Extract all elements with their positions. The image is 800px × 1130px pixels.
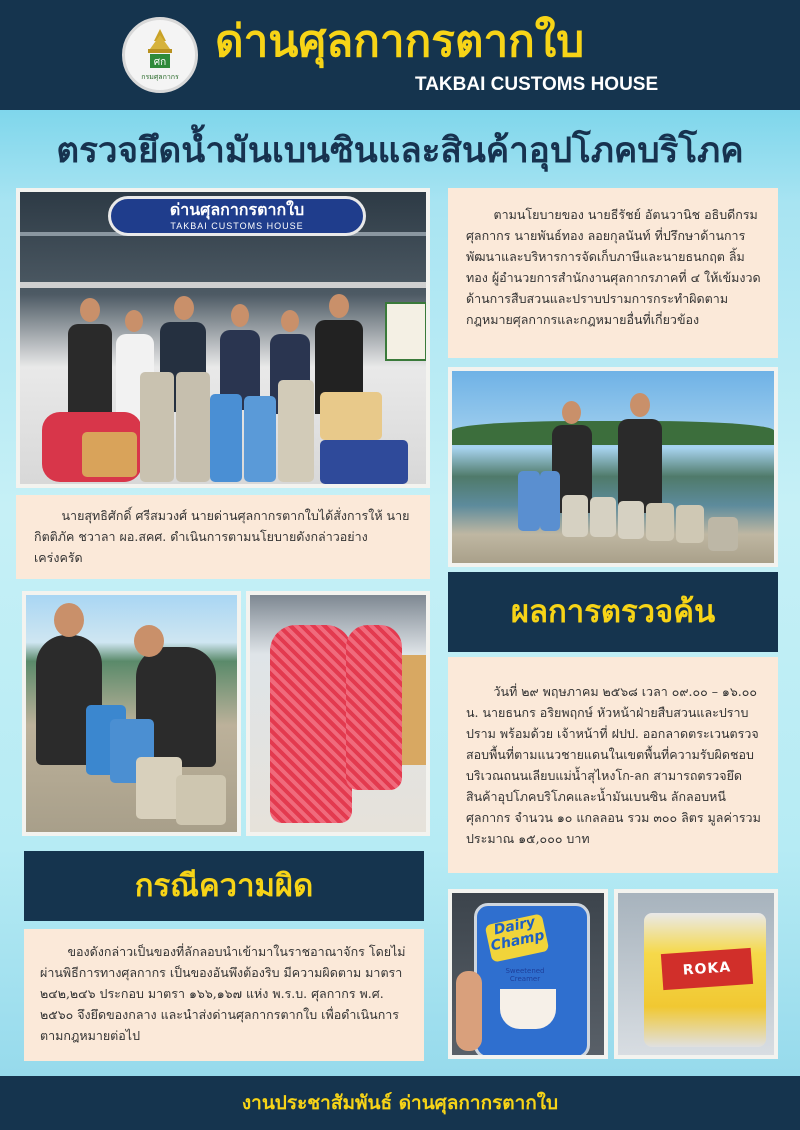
temple-emblem-icon bbox=[140, 27, 180, 71]
sign-english: TAKBAI CUSTOMS HOUSE bbox=[170, 221, 304, 231]
header-bar bbox=[0, 0, 800, 110]
can-subtitle: Sweetened Creamer bbox=[505, 967, 545, 983]
office-title-thai: ด่านศุลกากรตากใบ bbox=[215, 16, 585, 67]
offense-text-panel bbox=[24, 929, 424, 1061]
customs-logo bbox=[122, 17, 198, 93]
results-heading-banner bbox=[448, 572, 778, 652]
dairy-champ-can-photo bbox=[448, 889, 608, 1059]
red-sacks-photo bbox=[246, 591, 430, 836]
order-text-panel bbox=[16, 495, 430, 579]
results-heading: ผลการตรวจค้น bbox=[510, 594, 716, 630]
office-title-english: TAKBAI CUSTOMS HOUSE bbox=[415, 74, 659, 95]
riverside-officers-photo bbox=[448, 367, 778, 567]
intro-text: ตามนโยบายของ นายธีรัชย์ อัตนวานิช อธิบดีกรมศุลกากร นายพันธ์ทอง ลอยกุลนันท์ ที่ปรึกษาด้านการพัฒนาและบริหารการจัดเก็บภาษีและนายธนกฤต ลิ้มทอง ผู้อำนวยการสำนักงานศุลกากรภาคที่ ๔ ให้เข้มงวดด้านการสืบสวนและปราบปรามการกระทำผิดตามกฎหมายศุลกากรและกฎหมายอื่นที่เกี่ยวข้อง bbox=[466, 207, 761, 327]
order-text: นายสุทธิศักดิ์ ศรีสมวงศ์ นายด่านศุลกากรตากใบได้สั่งการให้ นายกิตติภัค ชวาลา ผอ.สคศ. ดำเนินการตามนโยบายดังกล่าวอย่างเคร่งครัด bbox=[34, 508, 410, 565]
officers-inspecting-jugs-photo bbox=[22, 591, 241, 836]
intro-text-panel bbox=[448, 188, 778, 358]
group-photo bbox=[16, 188, 430, 488]
results-text: วันที่ ๒๙ พฤษภาคม ๒๕๖๘ เวลา ๐๙.๐๐ – ๑๖.๐๐ น. นายธนกร อริยพฤกษ์ หัวหน้าฝ่ายสืบสวนและปราบปราม พร้อมด้วย เจ้าหน้าที่ ฝปป. ออกลาดตระเวนตรวจสอบพื้นที่ตามแนวชายแดนในเขตพื้นที่ความรับผิดชอบ บริเวณถนนเลียบแม่น้ำสุไหงโก-ลก สามารถตรวจยึดสินค้าอุปโภคบริโภคและน้ำมันเบนซิน ลักลอบหนีศุลกากร จำนวน ๑๐ แกลลอน รวม ๓๐๐ ลิตร มูลค่ารวมประมาณ ๑๕,๐๐๐ บาท bbox=[466, 684, 761, 846]
customs-house-sign bbox=[108, 196, 366, 236]
offense-text: ของดังกล่าวเป็นของที่ลักลอบนำเข้ามาในราชอาณาจักร โดยไม่ผ่านพิธีการทางศุลกากร เป็นของอันพึงต้องริบ มีความผิดตาม มาตรา ๒๔๒,๒๔๖ ประกอบ มาตรา ๑๖๖,๑๖๗ แห่ง พ.ร.บ. ศุลกากร พ.ศ. ๒๕๖๐ จึงยึดของกลาง และนำส่งด่านศุลกากรตากใบ เพื่อดำเนินการตามกฎหมายต่อไป bbox=[40, 944, 406, 1043]
footer-bar bbox=[0, 1076, 800, 1130]
results-text-panel bbox=[448, 657, 778, 873]
bag-brand-label bbox=[661, 948, 753, 990]
offense-heading: กรณีความผิด bbox=[134, 868, 314, 904]
roka-snack-bag-photo bbox=[614, 889, 778, 1059]
offense-heading-banner bbox=[24, 851, 424, 921]
logo-caption: กรมศุลกากร bbox=[141, 73, 179, 81]
headline: ตรวจยึดน้ำมันเบนซินและสินค้าอุปโภคบริโภค bbox=[56, 131, 744, 171]
svg-text:ศก: ศก bbox=[153, 57, 167, 68]
can-brand: Dairy Champ bbox=[489, 914, 546, 955]
footer-text: งานประชาสัมพันธ์ ด่านศุลกากรตากใบ bbox=[241, 1092, 559, 1114]
sign-thai: ด่านศุลกากรตากใบ bbox=[169, 200, 305, 219]
bag-brand: ROKA bbox=[682, 959, 732, 979]
